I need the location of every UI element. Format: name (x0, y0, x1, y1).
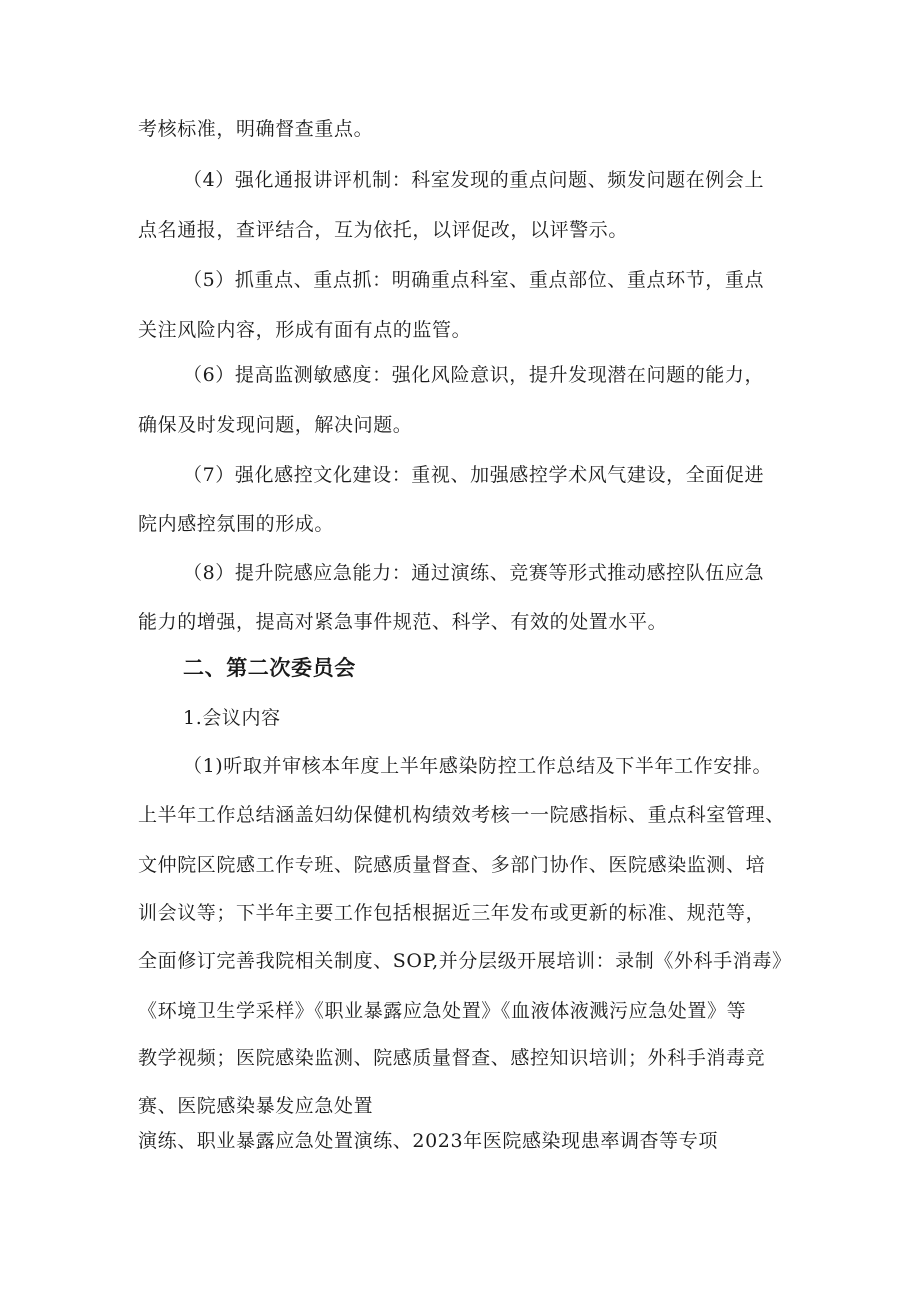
list-item-5-line-2: 关注风险内容，形成有面有点的监管。 (138, 319, 472, 341)
list-item-6-line-1: （6）提高监测敏感度：强化风险意识，提升发现潜在问题的能力， (183, 364, 765, 386)
list-item-5-line-1: （5）抓重点、重点抓：明确重点科室、重点部位、重点环节，重点 (183, 269, 765, 291)
subsection-heading: 1.会议内容 (183, 707, 281, 729)
list-item-4-line-2: 点名通报，查评结合，互为依托，以评促改，以评警示。 (138, 219, 629, 241)
list-item-7-line-1: （7）强化感控文化建设：重视、加强感控学术风气建设，全面促进 (183, 464, 765, 486)
paragraph-line: 教学视频；医院感染监测、院感质量督查、感控知识培训；外科手消毒竞 (138, 1047, 766, 1069)
paragraph-line: 考核标准，明确督查重点。 (138, 118, 374, 140)
list-item-7-line-2: 院内感控氛围的形成。 (138, 513, 335, 535)
paragraph-line: 训会议等；下半年主要工作包括根据近三年发布或更新的标准、规范等， (138, 902, 766, 924)
paragraph-line: 文仲院区院感工作专班、院感质量督查、多部门协作、医院感染监测、培 (138, 854, 766, 876)
paragraph-line: （1)听取并审核本年度上半年感染防控工作总结及下半年工作安排。 (183, 755, 773, 777)
paragraph-line: 上半年工作总结涵盖妇幼保健机构绩效考核一一院感指标、重点科室管理、 (138, 804, 785, 826)
paragraph-line: 《环境卫生学采样》《职业暴露应急处置》《血液体液溅污应急处置》等 (138, 1000, 747, 1022)
list-item-8-line-1: （8）提升院感应急能力：通过演练、竞赛等形式推动感控队伍应急 (183, 562, 765, 584)
paragraph-line: 赛、医院感染暴发应急处置 (138, 1095, 374, 1117)
list-item-8-line-2: 能力的增强，提高对紧急事件规范、科学、有效的处置水平。 (138, 611, 668, 633)
paragraph-line: 全面修订完善我院相关制度、SOP,并分层级开展培训：录制《外科手消毒》 (138, 950, 792, 972)
section-heading: 二、第二次委员会 (183, 656, 356, 680)
list-item-6-line-2: 确保及时发现问题，解决问题。 (138, 414, 413, 436)
list-item-4-line-1: （4）强化通报讲评机制：科室发现的重点问题、频发问题在例会上 (183, 169, 765, 191)
paragraph-line: 演练、职业暴露应急处置演练、2023年医院感染现患率调杳等专项 (138, 1130, 718, 1152)
